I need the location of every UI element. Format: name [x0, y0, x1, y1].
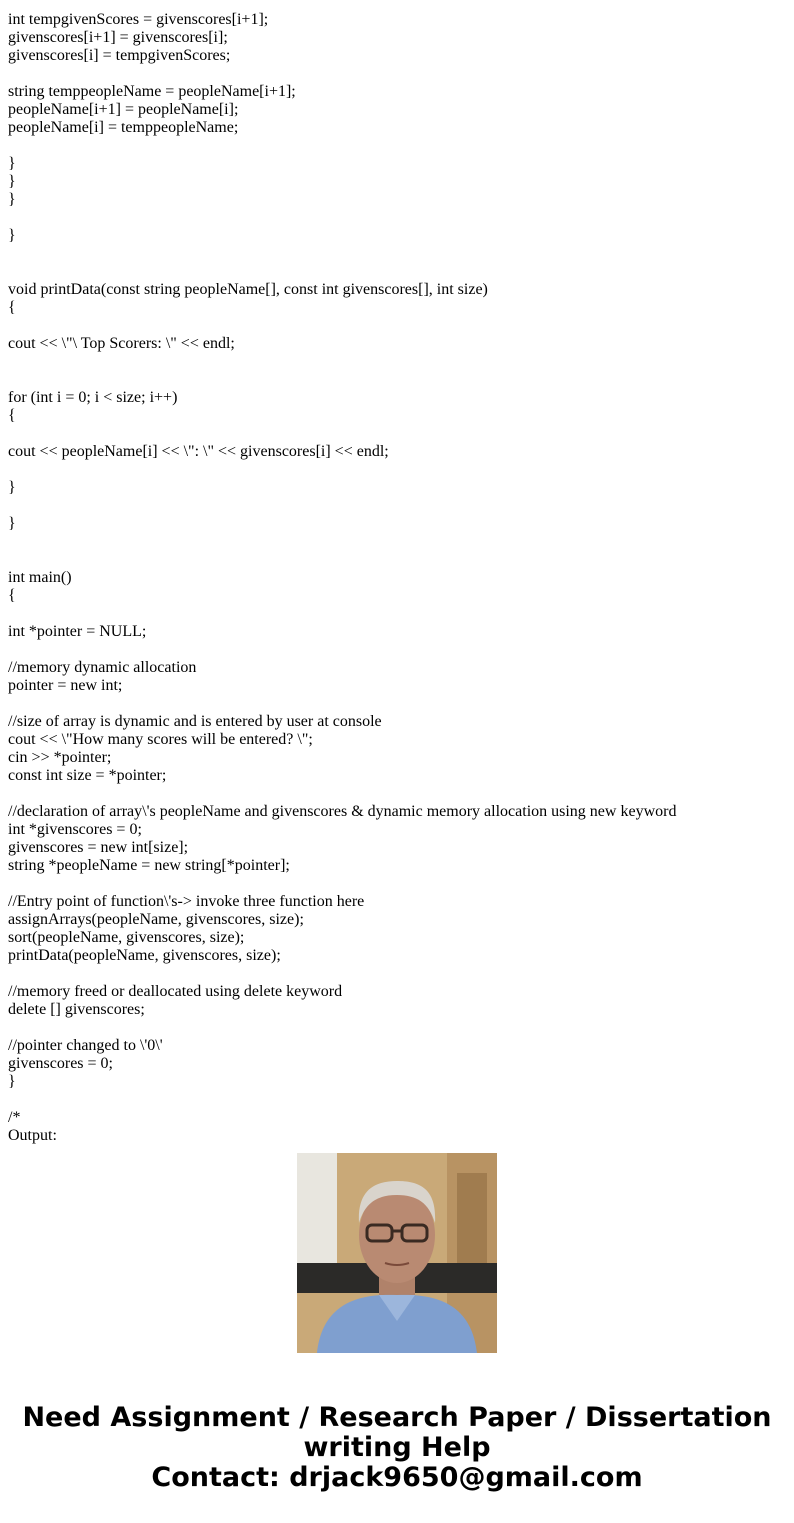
- code-line: //pointer changed to \'0\': [8, 1037, 163, 1054]
- code-line: [8, 965, 788, 983]
- code-line: givenscores = new int[size];: [8, 839, 189, 856]
- code-line: cout << peopleName[i] << \": \" << givenscores[i] << endl;: [8, 443, 389, 460]
- author-avatar: [297, 1153, 497, 1353]
- code-line: [8, 641, 788, 659]
- code-line: [8, 209, 788, 227]
- code-line: Output:: [8, 1127, 57, 1144]
- code-line: peopleName[i+1] = peopleName[i];: [8, 101, 239, 118]
- code-line: //size of array is dynamic and is entered by user at console: [8, 713, 382, 730]
- code-line: [8, 605, 788, 623]
- code-line: }: [8, 191, 16, 208]
- code-line: string *peopleName = new string[*pointer];: [8, 857, 290, 874]
- banner-line-2: writing Help: [303, 1432, 491, 1463]
- code-line: cin >> *pointer;: [8, 749, 112, 766]
- code-line: pointer = new int;: [8, 677, 123, 694]
- code-line: void printData(const string peopleName[], const int givenscores[], int size): [8, 281, 488, 298]
- code-line: [8, 1091, 788, 1109]
- code-line: }: [8, 1073, 16, 1090]
- code-line: printData(peopleName, givenscores, size);: [8, 947, 281, 964]
- code-line: [8, 245, 788, 263]
- code-line: givenscores[i+1] = givenscores[i];: [8, 29, 228, 46]
- code-line: [8, 875, 788, 893]
- code-line: }: [8, 173, 16, 190]
- code-line: givenscores = 0;: [8, 1055, 113, 1072]
- code-line: //memory dynamic allocation: [8, 659, 197, 676]
- code-line: sort(peopleName, givenscores, size);: [8, 929, 245, 946]
- code-line: int main(): [8, 569, 72, 586]
- code-line: [8, 461, 788, 479]
- code-line: {: [8, 587, 16, 604]
- code-line: [8, 551, 788, 569]
- code-line: /*: [8, 1109, 21, 1126]
- code-line: cout << \"\ Top Scorers: \" << endl;: [8, 335, 235, 352]
- code-line: }: [8, 515, 16, 532]
- code-line: [8, 785, 788, 803]
- code-line: [8, 137, 788, 155]
- code-line: int *givenscores = 0;: [8, 821, 142, 838]
- code-line: [8, 317, 788, 335]
- code-line: [8, 371, 788, 389]
- code-line: delete [] givenscores;: [8, 1001, 145, 1018]
- code-listing: [8, 11, 788, 1144]
- code-line: for (int i = 0; i < size; i++): [8, 389, 178, 406]
- code-line: [8, 1019, 788, 1037]
- code-line: [8, 263, 788, 281]
- code-line: }: [8, 155, 16, 172]
- code-line: givenscores[i] = tempgivenScores;: [8, 47, 231, 64]
- code-line: [8, 533, 788, 551]
- code-line: {: [8, 407, 16, 424]
- code-line: string temppeopleName = peopleName[i+1];: [8, 83, 296, 100]
- code-line: //memory freed or deallocated using delete keyword: [8, 983, 343, 1000]
- code-line: [8, 425, 788, 443]
- code-line: {: [8, 299, 16, 316]
- code-line: const int size = *pointer;: [8, 767, 167, 784]
- code-line: [8, 497, 788, 515]
- code-line: [8, 353, 788, 371]
- code-line: int *pointer = NULL;: [8, 623, 147, 640]
- code-line: }: [8, 479, 16, 496]
- banner-line-1: Need Assignment / Research Paper / Dissertation: [22, 1402, 772, 1433]
- code-line: [8, 695, 788, 713]
- banner-line-3: Contact: drjack9650@gmail.com: [151, 1462, 643, 1493]
- code-line: }: [8, 227, 16, 244]
- code-line: int tempgivenScores = givenscores[i+1];: [8, 11, 269, 28]
- contact-banner: [0, 1403, 794, 1493]
- code-line: //Entry point of function\'s-> invoke three function here: [8, 893, 365, 910]
- code-line: [8, 65, 788, 83]
- code-line: assignArrays(peopleName, givenscores, size);: [8, 911, 304, 928]
- code-line: cout << \"How many scores will be entered? \";: [8, 731, 313, 748]
- code-line: //declaration of array\'s peopleName and givenscores & dynamic memory allocation using new keyword: [8, 803, 677, 820]
- code-line: peopleName[i] = temppeopleName;: [8, 119, 239, 136]
